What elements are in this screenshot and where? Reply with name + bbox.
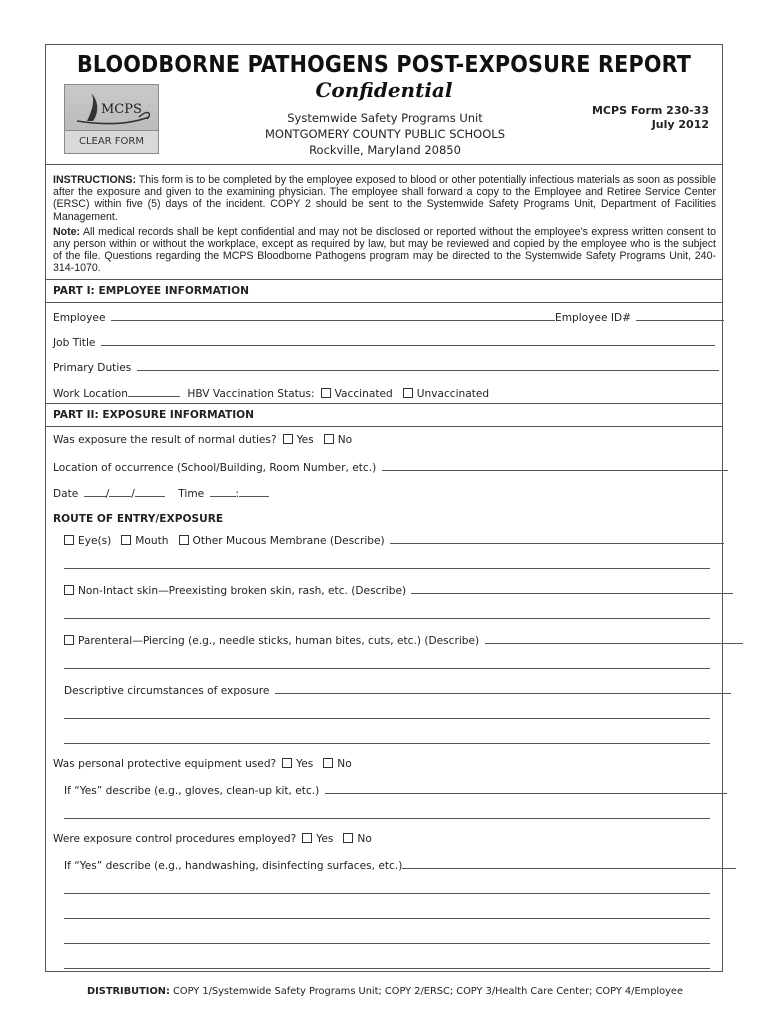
parenteral-describe-field[interactable] — [485, 633, 743, 644]
control-describe-row — [64, 858, 736, 872]
instructions-block — [53, 174, 716, 278]
mcps-lamp-icon — [73, 91, 153, 127]
employee-row — [53, 310, 555, 324]
non-intact-checkbox[interactable] — [64, 585, 74, 595]
part1-heading: PART I: EMPLOYEE INFORMATION — [45, 279, 723, 303]
ppe-describe-row — [64, 783, 727, 797]
control-question: Were exposure control procedures employed? — [53, 833, 297, 845]
unit-address — [245, 110, 525, 158]
employee-label: Employee — [53, 312, 106, 324]
unit-line-1: Systemwide Safety Programs Unit — [287, 111, 483, 125]
time-hour-field[interactable] — [210, 486, 236, 497]
control-line-5[interactable] — [64, 967, 710, 969]
circumstances-label: Descriptive circumstances of exposure — [64, 685, 270, 697]
job-title-row — [53, 335, 715, 349]
location-label: Location of occurrence (School/Building, Room Number, etc.) — [53, 462, 377, 474]
part2-heading: PART II: EXPOSURE INFORMATION — [45, 403, 723, 427]
ppe-yes-label: Yes — [296, 758, 314, 770]
vaccinated-checkbox[interactable] — [321, 388, 331, 398]
normal-duties-yes-checkbox[interactable] — [283, 434, 293, 444]
employee-field[interactable] — [111, 310, 555, 321]
employee-id-field[interactable] — [636, 310, 724, 321]
non-intact-describe-field[interactable] — [411, 583, 733, 594]
control-line-4[interactable] — [64, 942, 710, 944]
route-heading: ROUTE OF ENTRY/EXPOSURE — [53, 513, 224, 525]
mucous-row — [58, 533, 724, 547]
parenteral-label: Parenteral—Piercing (e.g., needle sticks, human bites, cuts, etc.) (Describe) — [78, 635, 480, 647]
control-line-2[interactable] — [64, 892, 710, 894]
parenteral-line-2[interactable] — [64, 667, 710, 669]
date-label: Date — [53, 488, 79, 500]
non-intact-line-2[interactable] — [64, 617, 710, 619]
non-intact-label: Non-Intact skin—Preexisting broken skin, rash, etc. (Describe) — [78, 585, 407, 597]
ppe-yes-checkbox[interactable] — [282, 758, 292, 768]
ppe-describe-field[interactable] — [325, 783, 727, 794]
primary-duties-row — [53, 360, 719, 374]
date-year-field[interactable] — [135, 486, 165, 497]
other-mucous-label: Other Mucous Membrane (Describe) — [192, 535, 385, 547]
ppe-line-2[interactable] — [64, 817, 710, 819]
normal-duties-question: Was exposure the result of normal duties? — [53, 434, 277, 446]
work-location-row — [53, 386, 489, 400]
work-location-field[interactable] — [128, 386, 180, 397]
ppe-if-yes-label: If “Yes” describe (e.g., gloves, clean-up kit, etc.) — [64, 785, 320, 797]
primary-duties-label: Primary Duties — [53, 362, 132, 374]
ppe-no-checkbox[interactable] — [323, 758, 333, 768]
mouth-checkbox[interactable] — [121, 535, 131, 545]
date-sep-1: / — [105, 488, 110, 500]
normal-duties-no-checkbox[interactable] — [324, 434, 334, 444]
primary-duties-field[interactable] — [137, 360, 719, 371]
unit-line-3: Rockville, Maryland 20850 — [309, 143, 461, 157]
instructions-text: This form is to be completed by the employee exposed to blood or other potentially infectious materials as soon as possible after the exposure and given to the examining physician. The employee shall forward a copy to the Employee and Retiree Service Center (ERSC) within five (5) days of the incident. COPY 2 should be sent to the Systemwide Safety Programs Unit, Department of Facilities Management. — [53, 174, 716, 223]
distribution-label: DISTRIBUTION: — [87, 986, 170, 997]
employee-id-label: Employee ID# — [555, 312, 631, 324]
employee-id-row — [555, 310, 724, 324]
date-day-field[interactable] — [109, 486, 131, 497]
control-no-label: No — [357, 833, 372, 845]
job-title-field[interactable] — [101, 335, 715, 346]
non-intact-row — [58, 583, 733, 597]
logo-text: MCPS — [101, 102, 142, 117]
eyes-checkbox[interactable] — [64, 535, 74, 545]
normal-duties-row — [53, 434, 352, 446]
form-number: MCPS Form 230-33 — [591, 104, 709, 117]
circumstances-line-2[interactable] — [64, 717, 710, 719]
unit-line-2: MONTGOMERY COUNTY PUBLIC SCHOOLS — [264, 127, 505, 141]
circumstances-field[interactable] — [275, 683, 731, 694]
distribution-footer — [0, 986, 770, 997]
date-time-row — [53, 486, 269, 500]
date-month-field[interactable] — [84, 486, 106, 497]
job-title-label: Job Title — [53, 337, 96, 349]
circumstances-line-3[interactable] — [64, 742, 710, 744]
hbv-label: HBV Vaccination Status: — [187, 388, 315, 400]
control-if-yes-label: If “Yes” describe (e.g., handwashing, disinfecting surfaces, etc.) — [64, 860, 403, 872]
location-field[interactable] — [382, 460, 728, 471]
other-mucous-checkbox[interactable] — [179, 535, 189, 545]
distribution-text: COPY 1/Systemwide Safety Programs Unit; COPY 2/ERSC; COPY 3/Health Care Center; COPY 4/Employee — [173, 986, 683, 997]
form-date: July 2012 — [651, 118, 709, 131]
time-minute-field[interactable] — [239, 486, 269, 497]
normal-duties-yes-label: Yes — [296, 434, 314, 446]
time-sep: : — [235, 488, 240, 500]
time-label: Time — [178, 488, 205, 500]
clear-form-button[interactable]: CLEAR FORM — [65, 130, 158, 153]
work-location-label: Work Location — [53, 388, 128, 400]
note-label: Note: — [53, 225, 81, 238]
control-no-checkbox[interactable] — [343, 833, 353, 843]
mucous-describe-field[interactable] — [390, 533, 724, 544]
control-describe-field[interactable] — [402, 858, 736, 869]
ppe-row — [53, 758, 352, 770]
form-number-block — [592, 104, 709, 132]
mcps-logo — [64, 84, 159, 154]
note-text: All medical records shall be kept confidential and may not be disclosed or reported without the employee’s express written consent to any person within or without the workplace, except as required by law, but may be reviewed and copied by the employee who is the subject of the file. Questions regarding the MCPS Bloodborne Pathogens program may be directed to the Systemwide Safety Programs Unit, 240-314-1070. — [53, 225, 716, 275]
instructions-label: INSTRUCTIONS: — [53, 174, 136, 186]
control-row — [53, 833, 372, 845]
date-sep-2: / — [131, 488, 135, 500]
mouth-label: Mouth — [135, 535, 169, 547]
eyes-label: Eye(s) — [78, 535, 112, 547]
form-subtitle: Confidential — [315, 78, 453, 102]
location-row — [53, 460, 728, 474]
unvaccinated-label: Unvaccinated — [416, 388, 490, 400]
circumstances-row — [64, 683, 731, 697]
parenteral-row — [58, 633, 743, 647]
unvaccinated-checkbox[interactable] — [403, 388, 413, 398]
control-yes-checkbox[interactable] — [302, 833, 312, 843]
ppe-question: Was personal protective equipment used? — [53, 758, 277, 770]
control-line-3[interactable] — [64, 917, 710, 919]
ppe-no-label: No — [337, 758, 352, 770]
control-yes-label: Yes — [316, 833, 334, 845]
vaccinated-label: Vaccinated — [334, 388, 393, 400]
form-header — [45, 44, 723, 165]
parenteral-checkbox[interactable] — [64, 635, 74, 645]
normal-duties-no-label: No — [337, 434, 353, 446]
form-title: BLOODBORNE PATHOGENS POST-EXPOSURE REPORT — [76, 52, 692, 78]
mucous-line-2[interactable] — [64, 567, 710, 569]
